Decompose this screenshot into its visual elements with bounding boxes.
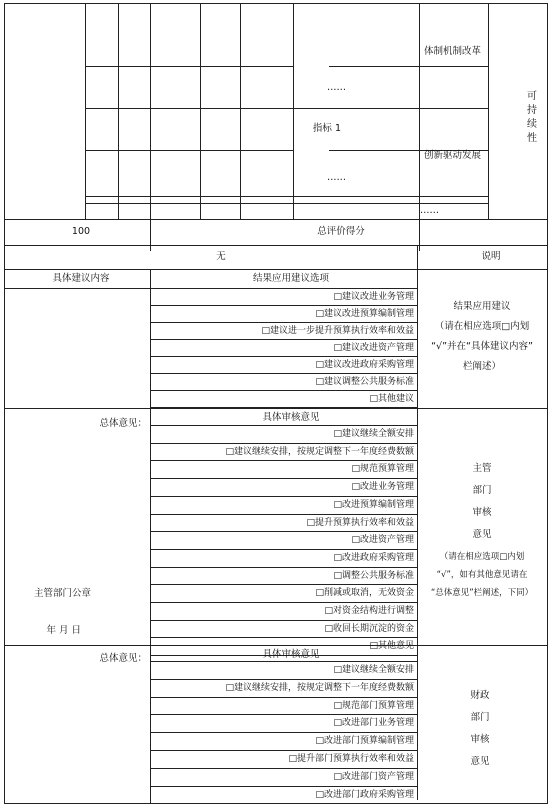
option-checkbox-item[interactable]: □其他意见 <box>369 641 414 652</box>
finance-side-label <box>465 690 495 768</box>
side-label-line: （请在相应选项□内划 <box>439 552 525 562</box>
option-row-divider <box>151 390 418 391</box>
option-row-divider <box>151 339 418 340</box>
total-score-value: 100 <box>71 226 91 237</box>
side-label-line: （请在相应选项□内划 <box>434 321 530 332</box>
option-row-divider <box>151 584 418 585</box>
option-checkbox-item[interactable]: □建议继续全额安排 <box>333 665 414 675</box>
option-checkbox-item[interactable]: □削减或取消，无效资金 <box>315 588 414 599</box>
option-row-divider <box>151 407 418 408</box>
option-row-divider <box>151 697 418 698</box>
option-row-divider <box>151 460 418 461</box>
side-label-line: 意见 <box>470 756 490 767</box>
option-row-divider <box>151 305 418 306</box>
side-label-line: 部门 <box>470 712 490 723</box>
option-checkbox-item[interactable]: □建议继续安排，按规定调整下一年度经费数额 <box>225 446 414 457</box>
option-checkbox-item[interactable]: □建议改进预算编制管理 <box>315 309 414 319</box>
result-options-header: 结果应用建议选项 <box>252 273 329 284</box>
sub-item-label: 体制机制改革 <box>423 46 481 57</box>
option-row-divider <box>151 750 418 751</box>
option-checkbox-item[interactable]: □改进预算编制管理 <box>333 499 414 510</box>
option-checkbox-item[interactable]: □改进业务管理 <box>351 482 414 493</box>
option-row-divider <box>151 549 418 550</box>
side-label-line: 栏阐述） <box>462 361 501 372</box>
option-row-divider <box>151 514 418 515</box>
option-checkbox-item[interactable]: □建议改进政府采购管理 <box>315 360 414 370</box>
option-checkbox-item[interactable]: □提升预算执行效率和效益 <box>306 517 414 528</box>
side-label-line: 审核 <box>470 734 490 745</box>
side-label-line: 财政 <box>470 690 490 701</box>
option-row-divider <box>151 478 418 479</box>
side-label-line: 结果应用建议 <box>453 301 511 312</box>
option-checkbox-item[interactable]: □建议改进资产管理 <box>333 343 414 353</box>
option-checkbox-item[interactable]: □提升部门预算执行效率和效益 <box>288 754 414 764</box>
option-checkbox-item[interactable]: □改进部门政府采购管理 <box>315 789 414 800</box>
ellipsis: …… <box>420 205 439 216</box>
ellipsis: …… <box>327 82 346 93</box>
option-row-divider <box>151 356 418 357</box>
dept-side-label <box>421 463 543 599</box>
dept-review-header: 具体审核意见 <box>262 412 320 423</box>
option-checkbox-item[interactable]: □建议进一步提升预算执行效率和效益 <box>261 326 414 336</box>
side-label-line: 意见 <box>472 529 492 540</box>
option-row-divider <box>151 679 418 680</box>
side-label-line: 审核 <box>472 507 492 518</box>
option-checkbox-item[interactable]: □改进政府采购管理 <box>333 552 414 563</box>
option-checkbox-item[interactable]: □建议调整公共服务标准 <box>315 377 414 387</box>
option-row-divider <box>151 496 418 497</box>
finance-review-header: 具体审核意见 <box>262 649 320 660</box>
total-score-label: 总评价得分 <box>317 226 365 237</box>
option-checkbox-item[interactable]: □对资金结构进行调整 <box>324 606 414 616</box>
option-checkbox-item[interactable]: □规范预算管理 <box>351 464 414 475</box>
side-label-line: “√”并在“具体建议内容” <box>431 341 533 352</box>
option-row-divider <box>151 732 418 733</box>
option-row-divider <box>151 567 418 568</box>
side-label-line: “总体意见”栏阐述，下同） <box>430 588 534 598</box>
option-checkbox-item[interactable]: □规范部门预算管理 <box>333 700 414 711</box>
option-row-divider <box>151 531 418 532</box>
dept-overall-label: 总体意见： <box>99 418 147 429</box>
option-row-divider <box>151 620 418 621</box>
explain-label: 说明 <box>481 251 501 262</box>
option-row-divider <box>151 443 418 444</box>
option-row-divider <box>151 786 418 787</box>
indicator-label: 指标 1 <box>312 123 341 134</box>
option-row-divider <box>151 768 418 769</box>
option-row-divider <box>151 637 418 638</box>
result-side-label <box>421 301 543 373</box>
option-row-divider <box>151 373 418 374</box>
finance-overall-label: 总体意见： <box>99 653 147 664</box>
option-checkbox-item[interactable]: □改进部门业务管理 <box>333 718 414 729</box>
option-checkbox-item[interactable]: □其他建议 <box>369 394 414 404</box>
result-detail-header: 具体建议内容 <box>52 273 110 284</box>
sub-item-label: 创新驱动发展 <box>423 150 481 161</box>
option-checkbox-item[interactable]: □改进资产管理 <box>351 535 414 546</box>
option-checkbox-item[interactable]: □改进部门资产管理 <box>333 771 414 782</box>
option-checkbox-item[interactable]: □建议改进业务管理 <box>333 292 414 302</box>
side-label-line: 部门 <box>472 485 492 496</box>
option-checkbox-item[interactable]: □调整公共服务标准 <box>333 570 414 581</box>
side-label-line: 主管 <box>472 463 492 474</box>
dept-date-label: 年 月 日 <box>46 625 81 636</box>
option-checkbox-item[interactable]: □收回长期沉淀的资金 <box>324 623 414 634</box>
option-checkbox-item[interactable]: □建议继续全额安排 <box>333 429 414 439</box>
explain-value: 无 <box>216 251 226 262</box>
dept-seal-label: 主管部门公章 <box>33 588 91 599</box>
option-row-divider <box>151 714 418 715</box>
option-row-divider <box>151 602 418 603</box>
option-checkbox-item[interactable]: □改进部门预算编制管理 <box>315 736 414 747</box>
option-checkbox-item[interactable]: □建议继续安排，按规定调整下一年度经费数额 <box>225 682 414 693</box>
option-row-divider <box>151 322 418 323</box>
side-label-line: “√”，如有其他意见请在 <box>436 570 528 580</box>
dimension-label: 可持续性 <box>527 91 537 144</box>
ellipsis: …… <box>327 172 346 183</box>
